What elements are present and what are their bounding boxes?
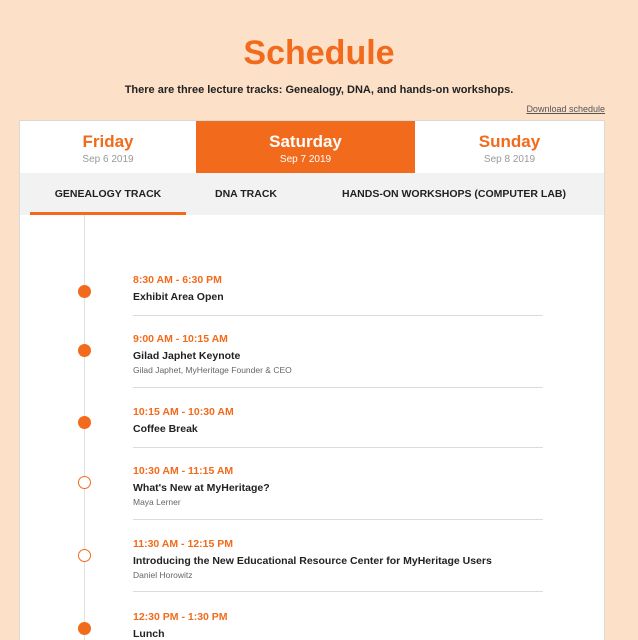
day-name: Friday [82, 132, 134, 151]
event-time: 8:30 AM - 6:30 PM [133, 274, 222, 286]
event-title: Introducing the New Educational Resource Center for MyHeritage Users [133, 555, 492, 567]
event-time: 10:15 AM - 10:30 AM [133, 406, 234, 418]
event-time: 11:30 AM - 12:15 PM [133, 538, 233, 550]
timeline-dot-icon [78, 285, 91, 298]
event-speaker: Daniel Horowitz [133, 570, 193, 580]
timeline-dot-icon [78, 344, 91, 357]
timeline-dot-icon [78, 622, 91, 635]
event-speaker: Maya Lerner [133, 497, 181, 507]
event-title: Lunch [133, 628, 165, 640]
list-item[interactable] [133, 538, 543, 580]
list-item[interactable] [133, 274, 543, 303]
list-item[interactable] [133, 611, 543, 640]
day-name: Saturday [269, 132, 342, 151]
download-schedule-link[interactable]: Download schedule [526, 104, 605, 114]
divider [133, 315, 543, 316]
event-title: What's New at MyHeritage? [133, 482, 270, 494]
schedule-panel [19, 120, 605, 640]
event-title: Gilad Japhet Keynote [133, 350, 241, 362]
divider [133, 591, 543, 592]
event-title: Coffee Break [133, 423, 198, 435]
tab-hands-on-workshops[interactable]: HANDS-ON WORKSHOPS (COMPUTER LAB) [342, 188, 566, 200]
page-subtitle: There are three lecture tracks: Genealogy, DNA, and hands-on workshops. [124, 84, 514, 96]
list-item[interactable] [133, 465, 543, 507]
divider [133, 519, 543, 520]
tab-sunday[interactable] [415, 121, 604, 173]
day-date: Sep 8 2019 [483, 154, 536, 165]
event-time: 10:30 AM - 11:15 AM [133, 465, 234, 477]
tab-friday[interactable] [20, 121, 196, 173]
event-speaker: Gilad Japhet, MyHeritage Founder & CEO [133, 365, 292, 375]
tab-genealogy-track[interactable]: GENEALOGY TRACK [30, 173, 186, 215]
tab-saturday[interactable] [196, 121, 415, 173]
list-item[interactable] [133, 406, 543, 435]
day-tabs [20, 121, 604, 173]
day-name: Sunday [478, 132, 541, 151]
list-item[interactable] [133, 333, 543, 375]
tab-dna-track[interactable]: DNA TRACK [214, 188, 278, 200]
page-title: Schedule [243, 34, 395, 72]
event-time: 9:00 AM - 10:15 AM [133, 333, 228, 345]
day-date: Sep 6 2019 [82, 154, 134, 165]
day-date: Sep 7 2019 [279, 154, 332, 165]
timeline-dot-icon [78, 416, 91, 429]
divider [133, 387, 543, 388]
timeline-dot-icon [78, 549, 91, 562]
event-title: Exhibit Area Open [133, 291, 224, 303]
divider [133, 447, 543, 448]
track-tabs [20, 173, 604, 215]
event-time: 12:30 PM - 1:30 PM [133, 611, 228, 623]
timeline-dot-icon [78, 476, 91, 489]
